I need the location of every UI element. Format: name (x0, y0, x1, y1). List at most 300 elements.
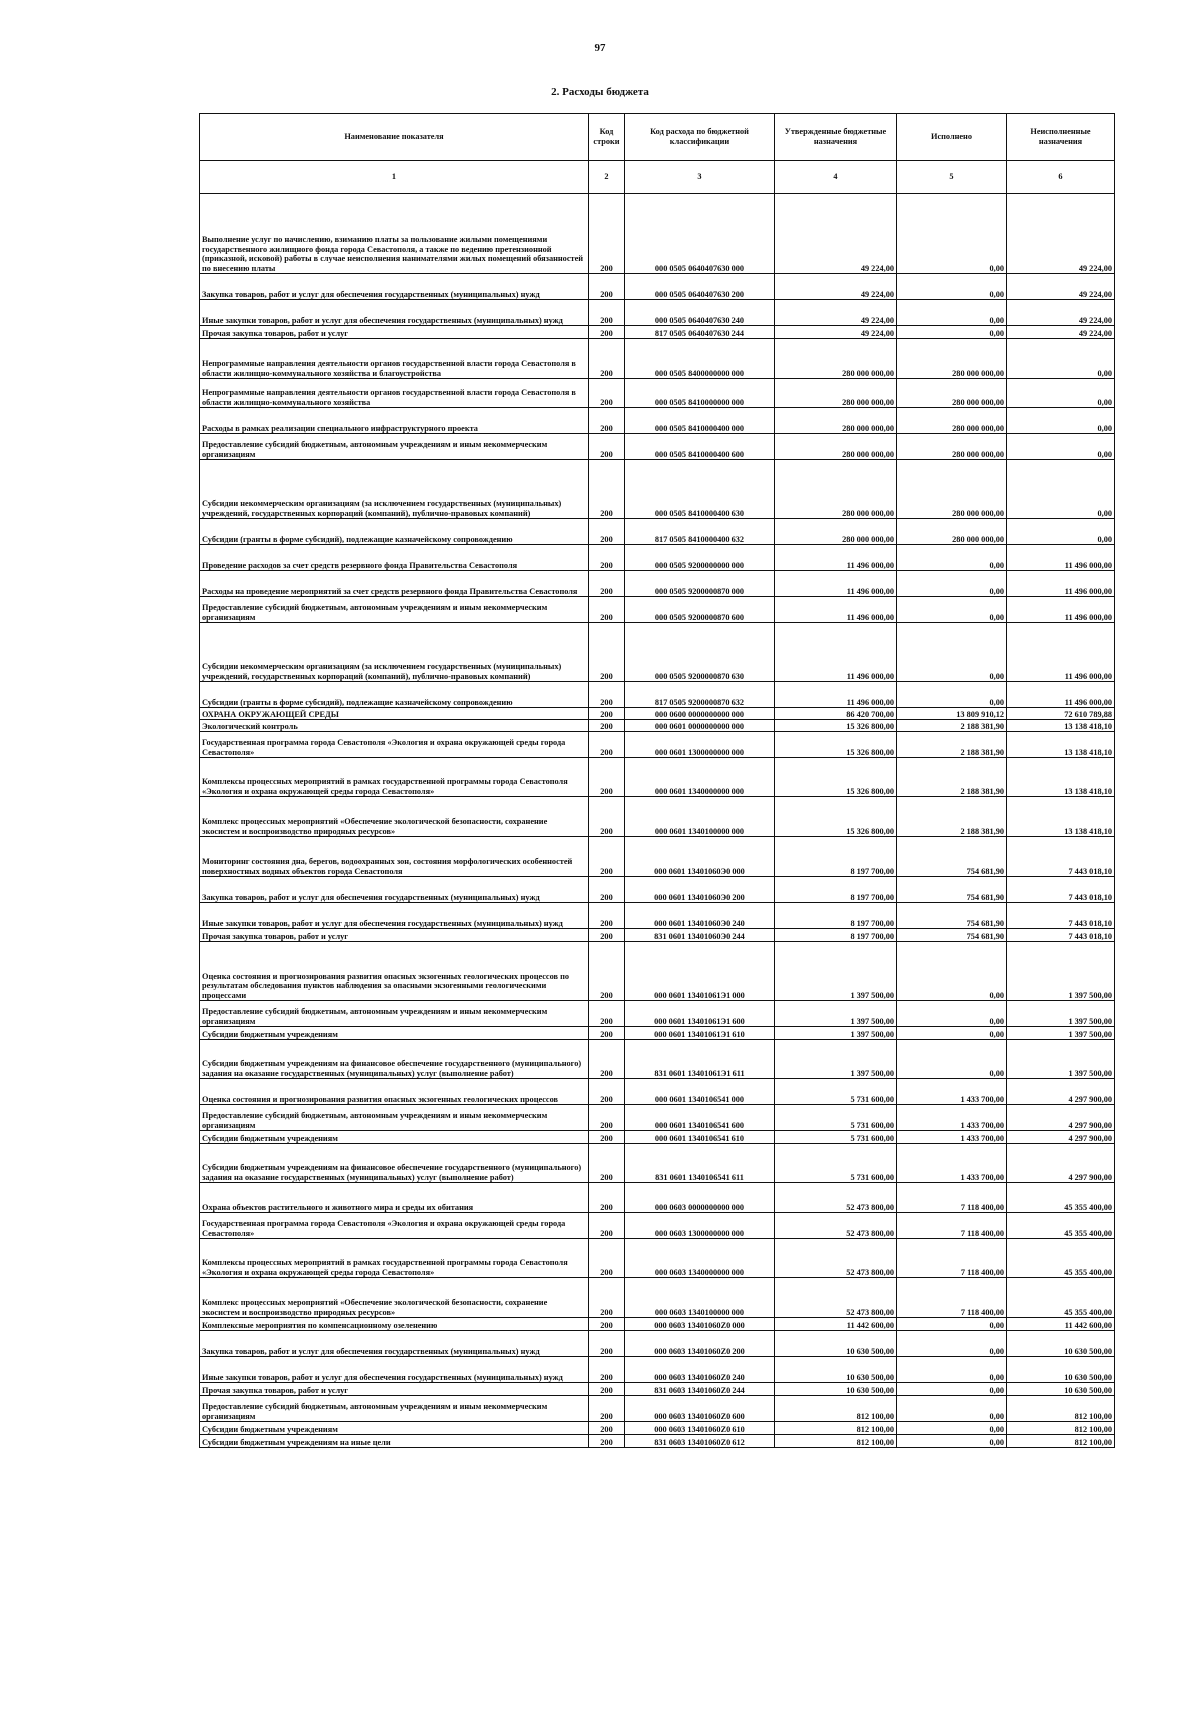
row-line-code: 200 (589, 326, 625, 339)
row-name: Иные закупки товаров, работ и услуг для обеспечения государственных (муниципальных) нужд (200, 903, 589, 929)
row-approved-amount: 8 197 700,00 (775, 877, 897, 903)
row-unexecuted-amount: 0,00 (1007, 460, 1115, 519)
row-line-code: 200 (589, 1331, 625, 1357)
row-approved-amount: 11 496 000,00 (775, 623, 897, 682)
table-row (200, 903, 1115, 929)
row-name: Непрограммные направления деятельности органов государственной власти города Севастополя в области жилищно-коммунального хозяйства (200, 379, 589, 408)
row-line-code: 200 (589, 1213, 625, 1239)
row-line-code: 200 (589, 194, 625, 274)
row-classification-code: 817 0505 8410000400 632 (625, 519, 775, 545)
row-line-code: 200 (589, 1278, 625, 1318)
row-name: Оценка состояния и прогнозирования развития опасных экзогенных геологических процессов (200, 1079, 589, 1105)
row-classification-code: 000 0603 13401060Z0 200 (625, 1331, 775, 1357)
row-executed-amount: 1 433 700,00 (897, 1079, 1007, 1105)
row-classification-code: 000 0505 8410000400 000 (625, 408, 775, 434)
row-line-code: 200 (589, 720, 625, 732)
row-unexecuted-amount: 45 355 400,00 (1007, 1278, 1115, 1318)
row-unexecuted-amount: 4 297 900,00 (1007, 1131, 1115, 1144)
row-name: Закупка товаров, работ и услуг для обеспечения государственных (муниципальных) нужд (200, 1331, 589, 1357)
row-line-code: 200 (589, 797, 625, 837)
row-line-code: 200 (589, 597, 625, 623)
row-approved-amount: 49 224,00 (775, 300, 897, 326)
table-row (200, 877, 1115, 903)
row-executed-amount: 0,00 (897, 1435, 1007, 1448)
row-approved-amount: 280 000 000,00 (775, 460, 897, 519)
header-executed-amount: Исполнено (897, 114, 1007, 161)
table-row (200, 194, 1115, 274)
row-executed-amount: 280 000 000,00 (897, 519, 1007, 545)
row-approved-amount: 5 731 600,00 (775, 1079, 897, 1105)
row-line-code: 200 (589, 1435, 625, 1448)
row-approved-amount: 5 731 600,00 (775, 1105, 897, 1131)
row-approved-amount: 5 731 600,00 (775, 1131, 897, 1144)
row-name: Комплексы процессных мероприятий в рамках государственной программы города Севастополя «Экология и охрана окружающей среды города Севастополя» (200, 758, 589, 797)
table-row (200, 1422, 1115, 1435)
row-line-code: 200 (589, 1131, 625, 1144)
table-row (200, 1027, 1115, 1040)
row-executed-amount: 1 433 700,00 (897, 1131, 1007, 1144)
row-classification-code: 000 0505 9200000000 000 (625, 545, 775, 571)
row-classification-code: 000 0601 1340100000 000 (625, 797, 775, 837)
row-classification-code: 831 0601 13401060Э0 244 (625, 929, 775, 942)
table-row (200, 708, 1115, 720)
row-unexecuted-amount: 7 443 018,10 (1007, 929, 1115, 942)
row-unexecuted-amount: 10 630 500,00 (1007, 1331, 1115, 1357)
row-name: Комплекс процессных мероприятий «Обеспечение экологической безопасности, сохранение экосистем и воспроизводство природных ресурсов» (200, 1278, 589, 1318)
table-row (200, 300, 1115, 326)
row-executed-amount: 0,00 (897, 1331, 1007, 1357)
table-row (200, 545, 1115, 571)
row-name: Иные закупки товаров, работ и услуг для обеспечения государственных (муниципальных) нужд (200, 300, 589, 326)
header-approved-amount: Утвержденные бюджетные назначения (775, 114, 897, 161)
row-executed-amount: 1 433 700,00 (897, 1105, 1007, 1131)
row-unexecuted-amount: 45 355 400,00 (1007, 1183, 1115, 1213)
row-classification-code: 817 0505 9200000870 632 (625, 682, 775, 708)
table-row (200, 929, 1115, 942)
table-row (200, 1183, 1115, 1213)
row-executed-amount: 280 000 000,00 (897, 339, 1007, 379)
row-unexecuted-amount: 812 100,00 (1007, 1396, 1115, 1422)
row-approved-amount: 11 496 000,00 (775, 571, 897, 597)
row-name: Предоставление субсидий бюджетным, автономным учреждениям и иным некоммерческим организациям (200, 1001, 589, 1027)
row-approved-amount: 15 326 800,00 (775, 797, 897, 837)
row-approved-amount: 86 420 700,00 (775, 708, 897, 720)
row-approved-amount: 280 000 000,00 (775, 408, 897, 434)
row-line-code: 200 (589, 519, 625, 545)
row-approved-amount: 52 473 800,00 (775, 1183, 897, 1213)
row-name: Субсидии (гранты в форме субсидий), подлежащие казначейскому сопровождению (200, 682, 589, 708)
table-row (200, 1105, 1115, 1131)
row-unexecuted-amount: 7 443 018,10 (1007, 903, 1115, 929)
row-classification-code: 000 0601 13401061Э1 600 (625, 1001, 775, 1027)
row-unexecuted-amount: 10 630 500,00 (1007, 1357, 1115, 1383)
row-name: Иные закупки товаров, работ и услуг для обеспечения государственных (муниципальных) нужд (200, 1357, 589, 1383)
row-line-code: 200 (589, 1183, 625, 1213)
row-name: Государственная программа города Севастополя «Экология и охрана окружающей среды города Севастополя» (200, 1213, 589, 1239)
row-approved-amount: 11 496 000,00 (775, 545, 897, 571)
row-executed-amount: 2 188 381,90 (897, 720, 1007, 732)
row-unexecuted-amount: 11 496 000,00 (1007, 571, 1115, 597)
header-indicator-name: Наименование показателя (200, 114, 589, 161)
table-row (200, 1318, 1115, 1331)
row-name: Субсидии бюджетным учреждениям (200, 1027, 589, 1040)
row-unexecuted-amount: 13 138 418,10 (1007, 758, 1115, 797)
row-classification-code: 000 0505 8410000400 600 (625, 434, 775, 460)
row-unexecuted-amount: 4 297 900,00 (1007, 1079, 1115, 1105)
row-unexecuted-amount: 11 442 600,00 (1007, 1318, 1115, 1331)
row-executed-amount: 0,00 (897, 1001, 1007, 1027)
table-row (200, 942, 1115, 1001)
row-unexecuted-amount: 11 496 000,00 (1007, 623, 1115, 682)
row-line-code: 200 (589, 1079, 625, 1105)
column-number: 2 (589, 161, 625, 194)
row-line-code: 200 (589, 1105, 625, 1131)
table-row (200, 1357, 1115, 1383)
row-line-code: 200 (589, 758, 625, 797)
row-classification-code: 000 0601 13401061Э1 000 (625, 942, 775, 1001)
row-classification-code: 000 0601 13401060Э0 240 (625, 903, 775, 929)
row-name: Субсидии (гранты в форме субсидий), подлежащие казначейскому сопровождению (200, 519, 589, 545)
row-executed-amount: 754 681,90 (897, 877, 1007, 903)
row-name: Субсидии бюджетным учреждениям (200, 1131, 589, 1144)
row-executed-amount: 1 433 700,00 (897, 1144, 1007, 1183)
row-line-code: 200 (589, 434, 625, 460)
row-executed-amount: 0,00 (897, 1396, 1007, 1422)
row-name: Охрана объектов растительного и животного мира и среды их обитания (200, 1183, 589, 1213)
row-classification-code: 000 0505 0640407630 000 (625, 194, 775, 274)
row-classification-code: 000 0505 8410000000 000 (625, 379, 775, 408)
row-approved-amount: 11 442 600,00 (775, 1318, 897, 1331)
row-name: Проведение расходов за счет средств резервного фонда Правительства Севастополя (200, 545, 589, 571)
row-unexecuted-amount: 1 397 500,00 (1007, 942, 1115, 1001)
header-classification-code: Код расхода по бюджетной классификации (625, 114, 775, 161)
table-row (200, 837, 1115, 877)
row-line-code: 200 (589, 1396, 625, 1422)
row-line-code: 200 (589, 903, 625, 929)
row-executed-amount: 0,00 (897, 942, 1007, 1001)
row-name: Прочая закупка товаров, работ и услуг (200, 929, 589, 942)
table-row (200, 460, 1115, 519)
table-row (200, 326, 1115, 339)
row-unexecuted-amount: 7 443 018,10 (1007, 837, 1115, 877)
table-row (200, 597, 1115, 623)
row-unexecuted-amount: 0,00 (1007, 408, 1115, 434)
row-classification-code: 000 0603 13401060Z0 600 (625, 1396, 775, 1422)
row-executed-amount: 280 000 000,00 (897, 408, 1007, 434)
row-name: Субсидии некоммерческим организациям (за исключением государственных (муниципальных) учреждений, государственных корпораций (компаний), публично-правовых компаний) (200, 460, 589, 519)
row-unexecuted-amount: 4 297 900,00 (1007, 1144, 1115, 1183)
table-row (200, 1131, 1115, 1144)
row-classification-code: 831 0603 13401060Z0 612 (625, 1435, 775, 1448)
row-executed-amount: 754 681,90 (897, 903, 1007, 929)
row-classification-code: 000 0603 13401060Z0 610 (625, 1422, 775, 1435)
row-line-code: 200 (589, 1027, 625, 1040)
table-row (200, 1396, 1115, 1422)
row-line-code: 200 (589, 274, 625, 300)
row-line-code: 200 (589, 1239, 625, 1278)
row-line-code: 200 (589, 877, 625, 903)
row-unexecuted-amount: 0,00 (1007, 434, 1115, 460)
row-approved-amount: 812 100,00 (775, 1422, 897, 1435)
row-name: Предоставление субсидий бюджетным, автономным учреждениям и иным некоммерческим организациям (200, 434, 589, 460)
row-unexecuted-amount: 11 496 000,00 (1007, 682, 1115, 708)
row-unexecuted-amount: 45 355 400,00 (1007, 1213, 1115, 1239)
row-name: Экологический контроль (200, 720, 589, 732)
row-unexecuted-amount: 1 397 500,00 (1007, 1027, 1115, 1040)
row-classification-code: 000 0505 9200000870 630 (625, 623, 775, 682)
row-unexecuted-amount: 13 138 418,10 (1007, 732, 1115, 758)
row-line-code: 200 (589, 339, 625, 379)
row-executed-amount: 280 000 000,00 (897, 460, 1007, 519)
row-line-code: 200 (589, 682, 625, 708)
row-classification-code: 817 0505 0640407630 244 (625, 326, 775, 339)
row-name: Комплексы процессных мероприятий в рамках государственной программы города Севастополя «Экология и охрана окружающей среды города Севастополя» (200, 1239, 589, 1278)
table-row (200, 339, 1115, 379)
row-line-code: 200 (589, 545, 625, 571)
row-line-code: 200 (589, 1040, 625, 1079)
row-line-code: 200 (589, 837, 625, 877)
row-name: Субсидии некоммерческим организациям (за исключением государственных (муниципальных) учреждений, государственных корпораций (компаний), публично-правовых компаний) (200, 623, 589, 682)
row-approved-amount: 1 397 500,00 (775, 1040, 897, 1079)
row-unexecuted-amount: 13 138 418,10 (1007, 720, 1115, 732)
row-classification-code: 000 0603 1300000000 000 (625, 1213, 775, 1239)
table-row (200, 1213, 1115, 1239)
row-line-code: 200 (589, 942, 625, 1001)
row-approved-amount: 15 326 800,00 (775, 758, 897, 797)
row-classification-code: 000 0601 13401060Э0 200 (625, 877, 775, 903)
row-executed-amount: 7 118 400,00 (897, 1183, 1007, 1213)
row-name: Предоставление субсидий бюджетным, автономным учреждениям и иным некоммерческим организациям (200, 1396, 589, 1422)
row-unexecuted-amount: 0,00 (1007, 519, 1115, 545)
row-line-code: 200 (589, 623, 625, 682)
row-name: ОХРАНА ОКРУЖАЮЩЕЙ СРЕДЫ (200, 708, 589, 720)
row-classification-code: 000 0603 13401060Z0 000 (625, 1318, 775, 1331)
table-row (200, 434, 1115, 460)
table-row (200, 571, 1115, 597)
table-row (200, 1001, 1115, 1027)
row-approved-amount: 49 224,00 (775, 326, 897, 339)
row-unexecuted-amount: 13 138 418,10 (1007, 797, 1115, 837)
row-classification-code: 000 0600 0000000000 000 (625, 708, 775, 720)
row-classification-code: 000 0505 0640407630 240 (625, 300, 775, 326)
column-number: 6 (1007, 161, 1115, 194)
row-name: Субсидии бюджетным учреждениям на финансовое обеспечение государственного (муниципального) задания на оказание государственных (муниципальных) услуг (выполнение работ) (200, 1144, 589, 1183)
row-unexecuted-amount: 7 443 018,10 (1007, 877, 1115, 903)
row-approved-amount: 812 100,00 (775, 1396, 897, 1422)
row-name: Комплексные мероприятия по компенсационному озеленению (200, 1318, 589, 1331)
row-approved-amount: 280 000 000,00 (775, 434, 897, 460)
row-name: Предоставление субсидий бюджетным, автономным учреждениям и иным некоммерческим организациям (200, 1105, 589, 1131)
header-row (200, 114, 1115, 161)
row-classification-code: 000 0505 8410000400 630 (625, 460, 775, 519)
row-approved-amount: 52 473 800,00 (775, 1278, 897, 1318)
row-line-code: 200 (589, 1144, 625, 1183)
row-unexecuted-amount: 4 297 900,00 (1007, 1105, 1115, 1131)
row-classification-code: 000 0603 0000000000 000 (625, 1183, 775, 1213)
column-number: 3 (625, 161, 775, 194)
row-executed-amount: 0,00 (897, 682, 1007, 708)
row-executed-amount: 0,00 (897, 274, 1007, 300)
row-approved-amount: 10 630 500,00 (775, 1383, 897, 1396)
row-approved-amount: 49 224,00 (775, 274, 897, 300)
row-approved-amount: 11 496 000,00 (775, 682, 897, 708)
row-unexecuted-amount: 49 224,00 (1007, 274, 1115, 300)
row-approved-amount: 1 397 500,00 (775, 942, 897, 1001)
row-unexecuted-amount: 1 397 500,00 (1007, 1001, 1115, 1027)
row-classification-code: 831 0601 1340106541 611 (625, 1144, 775, 1183)
row-approved-amount: 280 000 000,00 (775, 519, 897, 545)
row-approved-amount: 10 630 500,00 (775, 1357, 897, 1383)
row-approved-amount: 5 731 600,00 (775, 1144, 897, 1183)
table-row (200, 682, 1115, 708)
row-classification-code: 000 0601 1340106541 610 (625, 1131, 775, 1144)
row-classification-code: 000 0603 1340000000 000 (625, 1239, 775, 1278)
row-classification-code: 000 0601 1340106541 600 (625, 1105, 775, 1131)
row-executed-amount: 0,00 (897, 1318, 1007, 1331)
row-classification-code: 000 0603 13401060Z0 240 (625, 1357, 775, 1383)
row-executed-amount: 0,00 (897, 545, 1007, 571)
row-executed-amount: 0,00 (897, 1027, 1007, 1040)
row-unexecuted-amount: 49 224,00 (1007, 326, 1115, 339)
row-name: Государственная программа города Севастополя «Экология и охрана окружающей среды города Севастополя» (200, 732, 589, 758)
table-row (200, 1331, 1115, 1357)
row-approved-amount: 15 326 800,00 (775, 732, 897, 758)
row-name: Прочая закупка товаров, работ и услуг (200, 1383, 589, 1396)
table-row (200, 408, 1115, 434)
row-unexecuted-amount: 0,00 (1007, 339, 1115, 379)
row-approved-amount: 8 197 700,00 (775, 903, 897, 929)
table-row (200, 1079, 1115, 1105)
row-executed-amount: 0,00 (897, 597, 1007, 623)
row-approved-amount: 280 000 000,00 (775, 379, 897, 408)
column-number-row (200, 161, 1115, 194)
row-executed-amount: 0,00 (897, 326, 1007, 339)
header-unexecuted-amount: Неисполненные назначения (1007, 114, 1115, 161)
row-unexecuted-amount: 11 496 000,00 (1007, 597, 1115, 623)
row-approved-amount: 15 326 800,00 (775, 720, 897, 732)
row-classification-code: 831 0601 13401061Э1 611 (625, 1040, 775, 1079)
row-line-code: 200 (589, 1357, 625, 1383)
row-classification-code: 000 0505 9200000870 600 (625, 597, 775, 623)
row-line-code: 200 (589, 732, 625, 758)
row-name: Выполнение услуг по начислению, взиманию платы за пользование жилыми помещениями государственного жилищного фонда города Севастополя, а также по ведению претензионной (приказной, исковой) работы в случае неисполнения нанимателями жилых помещений обязанностей по внесению платы (200, 194, 589, 274)
row-name: Закупка товаров, работ и услуг для обеспечения государственных (муниципальных) нужд (200, 274, 589, 300)
row-unexecuted-amount: 10 630 500,00 (1007, 1383, 1115, 1396)
row-name: Комплекс процессных мероприятий «Обеспечение экологической безопасности, сохранение экосистем и воспроизводство природных ресурсов» (200, 797, 589, 837)
row-executed-amount: 2 188 381,90 (897, 797, 1007, 837)
row-approved-amount: 1 397 500,00 (775, 1001, 897, 1027)
row-approved-amount: 52 473 800,00 (775, 1239, 897, 1278)
table-row (200, 1278, 1115, 1318)
row-unexecuted-amount: 49 224,00 (1007, 194, 1115, 274)
budget-expenses-table (199, 113, 1115, 1448)
row-unexecuted-amount: 11 496 000,00 (1007, 545, 1115, 571)
row-unexecuted-amount: 49 224,00 (1007, 300, 1115, 326)
table-body (200, 194, 1115, 1448)
row-classification-code: 000 0603 1340100000 000 (625, 1278, 775, 1318)
row-line-code: 200 (589, 1383, 625, 1396)
row-classification-code: 000 0505 9200000870 000 (625, 571, 775, 597)
section-title: 2. Расходы бюджета (551, 86, 649, 98)
table-row (200, 720, 1115, 732)
row-name: Оценка состояния и прогнозирования развития опасных экзогенных геологических процессов по результатам обследования пунктов наблюдения за опасными экзогенными геологическими процессами (200, 942, 589, 1001)
row-executed-amount: 7 118 400,00 (897, 1239, 1007, 1278)
row-unexecuted-amount: 812 100,00 (1007, 1422, 1115, 1435)
row-name: Субсидии бюджетным учреждениям на финансовое обеспечение государственного (муниципального) задания на оказание государственных (муниципальных) услуг (выполнение работ) (200, 1040, 589, 1079)
row-line-code: 200 (589, 300, 625, 326)
row-executed-amount: 0,00 (897, 300, 1007, 326)
row-classification-code: 000 0601 13401060Э0 000 (625, 837, 775, 877)
row-classification-code: 831 0603 13401060Z0 244 (625, 1383, 775, 1396)
row-line-code: 200 (589, 460, 625, 519)
row-approved-amount: 49 224,00 (775, 194, 897, 274)
row-classification-code: 000 0601 1340106541 000 (625, 1079, 775, 1105)
row-executed-amount: 2 188 381,90 (897, 732, 1007, 758)
page-number: 97 (594, 42, 606, 54)
table-row (200, 519, 1115, 545)
row-unexecuted-amount: 45 355 400,00 (1007, 1239, 1115, 1278)
row-approved-amount: 8 197 700,00 (775, 929, 897, 942)
row-executed-amount: 0,00 (897, 623, 1007, 682)
row-line-code: 200 (589, 408, 625, 434)
column-number: 4 (775, 161, 897, 194)
row-name: Субсидии бюджетным учреждениям на иные цели (200, 1435, 589, 1448)
row-classification-code: 000 0505 0640407630 200 (625, 274, 775, 300)
row-executed-amount: 0,00 (897, 1357, 1007, 1383)
table-row (200, 1040, 1115, 1079)
row-executed-amount: 7 118 400,00 (897, 1213, 1007, 1239)
row-line-code: 200 (589, 379, 625, 408)
row-executed-amount: 280 000 000,00 (897, 379, 1007, 408)
row-executed-amount: 0,00 (897, 1422, 1007, 1435)
row-line-code: 200 (589, 1318, 625, 1331)
row-name: Прочая закупка товаров, работ и услуг (200, 326, 589, 339)
table-row (200, 732, 1115, 758)
row-line-code: 200 (589, 929, 625, 942)
row-approved-amount: 11 496 000,00 (775, 597, 897, 623)
row-unexecuted-amount: 72 610 789,88 (1007, 708, 1115, 720)
row-approved-amount: 8 197 700,00 (775, 837, 897, 877)
row-executed-amount: 754 681,90 (897, 929, 1007, 942)
row-classification-code: 000 0601 13401061Э1 610 (625, 1027, 775, 1040)
row-executed-amount: 0,00 (897, 194, 1007, 274)
table-row (200, 274, 1115, 300)
row-executed-amount: 0,00 (897, 1383, 1007, 1396)
row-executed-amount: 2 188 381,90 (897, 758, 1007, 797)
row-executed-amount: 754 681,90 (897, 837, 1007, 877)
row-approved-amount: 280 000 000,00 (775, 339, 897, 379)
column-number: 1 (200, 161, 589, 194)
row-approved-amount: 812 100,00 (775, 1435, 897, 1448)
row-name: Непрограммные направления деятельности органов государственной власти города Севастополя в области жилищно-коммунального хозяйства и благоустройства (200, 339, 589, 379)
row-unexecuted-amount: 812 100,00 (1007, 1435, 1115, 1448)
header-line-code: Код строки (589, 114, 625, 161)
row-unexecuted-amount: 1 397 500,00 (1007, 1040, 1115, 1079)
table-row (200, 758, 1115, 797)
row-executed-amount: 0,00 (897, 571, 1007, 597)
row-approved-amount: 52 473 800,00 (775, 1213, 897, 1239)
table-row (200, 379, 1115, 408)
row-executed-amount: 0,00 (897, 1040, 1007, 1079)
row-classification-code: 000 0505 8400000000 000 (625, 339, 775, 379)
row-executed-amount: 280 000 000,00 (897, 434, 1007, 460)
row-name: Расходы на проведение мероприятий за счет средств резервного фонда Правительства Севастополя (200, 571, 589, 597)
row-name: Мониторинг состояния дна, берегов, водоохранных зон, состояния морфологических особенностей поверхностных водных объектов города Севастополя (200, 837, 589, 877)
row-line-code: 200 (589, 571, 625, 597)
table-row (200, 1435, 1115, 1448)
row-name: Расходы в рамках реализации специального инфраструктурного проекта (200, 408, 589, 434)
row-classification-code: 000 0601 0000000000 000 (625, 720, 775, 732)
